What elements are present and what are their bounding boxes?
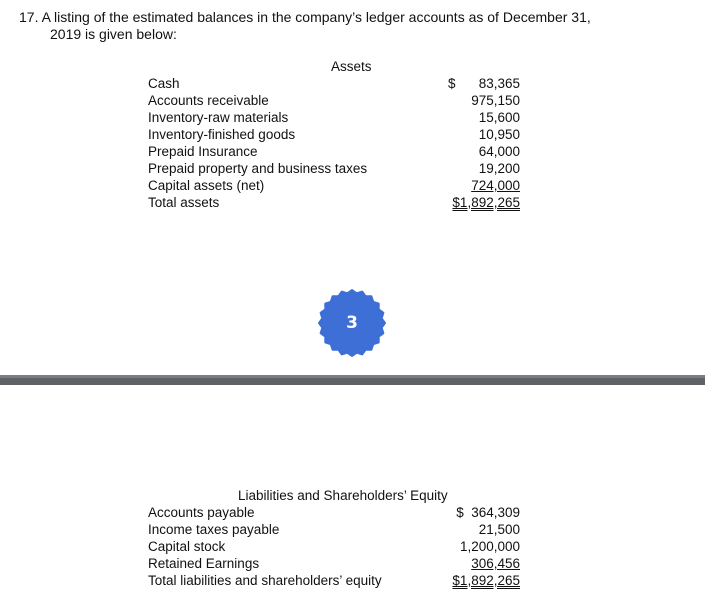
liab-row-retained-earnings — [148, 556, 528, 573]
row-label: Inventory-raw materials — [148, 110, 289, 125]
row-label: Accounts payable — [148, 505, 255, 520]
problem-text-line1: A listing of the estimated balances in the company’s ledger accounts as of December 31, — [41, 9, 591, 25]
badge-number: 3 — [346, 313, 358, 333]
row-label: Total assets — [148, 195, 220, 210]
row-amount: 306,456 — [471, 556, 520, 571]
row-label: Retained Earnings — [148, 556, 260, 571]
row-amount: 10,950 — [478, 127, 520, 142]
assets-row-cash — [148, 76, 528, 93]
liab-row-total — [148, 573, 528, 590]
row-label: Capital assets (net) — [148, 178, 265, 193]
problem-number: 17. — [19, 9, 39, 25]
assets-row-prepaid-taxes — [148, 161, 528, 178]
row-amount: 15,600 — [478, 110, 520, 125]
liab-row-capital-stock — [148, 539, 528, 556]
assets-row-total — [148, 195, 528, 212]
row-amount: 19,200 — [478, 161, 520, 176]
liab-row-income-taxes — [148, 522, 528, 539]
row-label: Cash — [148, 76, 180, 91]
row-label: Prepaid property and business taxes — [148, 161, 368, 176]
problem-statement — [19, 9, 689, 43]
assets-row-inventory-finished — [148, 127, 528, 144]
row-amount: 724,000 — [471, 178, 520, 193]
dollar-sign: $ — [448, 76, 456, 91]
assets-table — [148, 76, 528, 212]
row-label: Income taxes payable — [148, 522, 280, 537]
row-label: Accounts receivable — [148, 93, 269, 108]
divider-highlight — [0, 375, 705, 378]
row-amount: 21,500 — [478, 522, 520, 537]
row-amount: 975,150 — [471, 93, 520, 108]
row-label: Total liabilities and shareholders’ equity — [148, 573, 382, 588]
row-amount-total: $1,892,265 — [452, 195, 520, 210]
assets-row-accounts-receivable — [148, 93, 528, 110]
row-amount: 64,000 — [478, 144, 520, 159]
problem-text-line2: 2019 is given below: — [50, 26, 177, 42]
assets-row-inventory-raw — [148, 110, 528, 127]
assets-heading: Assets — [331, 59, 372, 74]
row-amount: 83,365 — [478, 76, 520, 91]
liab-row-accounts-payable — [148, 505, 528, 522]
assets-row-prepaid-insurance — [148, 144, 528, 161]
step-badge[interactable] — [318, 289, 386, 357]
row-label: Prepaid Insurance — [148, 144, 258, 159]
row-label: Inventory-finished goods — [148, 127, 296, 142]
row-amount: 1,200,000 — [459, 539, 520, 554]
assets-row-capital-assets — [148, 178, 528, 195]
row-label: Capital stock — [148, 539, 226, 554]
section-divider — [0, 375, 705, 385]
row-amount: $ 364,309 — [456, 505, 520, 520]
row-amount-total: $1,892,265 — [452, 573, 520, 588]
liabilities-heading: Liabilities and Shareholders’ Equity — [238, 488, 448, 503]
liabilities-table — [148, 505, 528, 590]
